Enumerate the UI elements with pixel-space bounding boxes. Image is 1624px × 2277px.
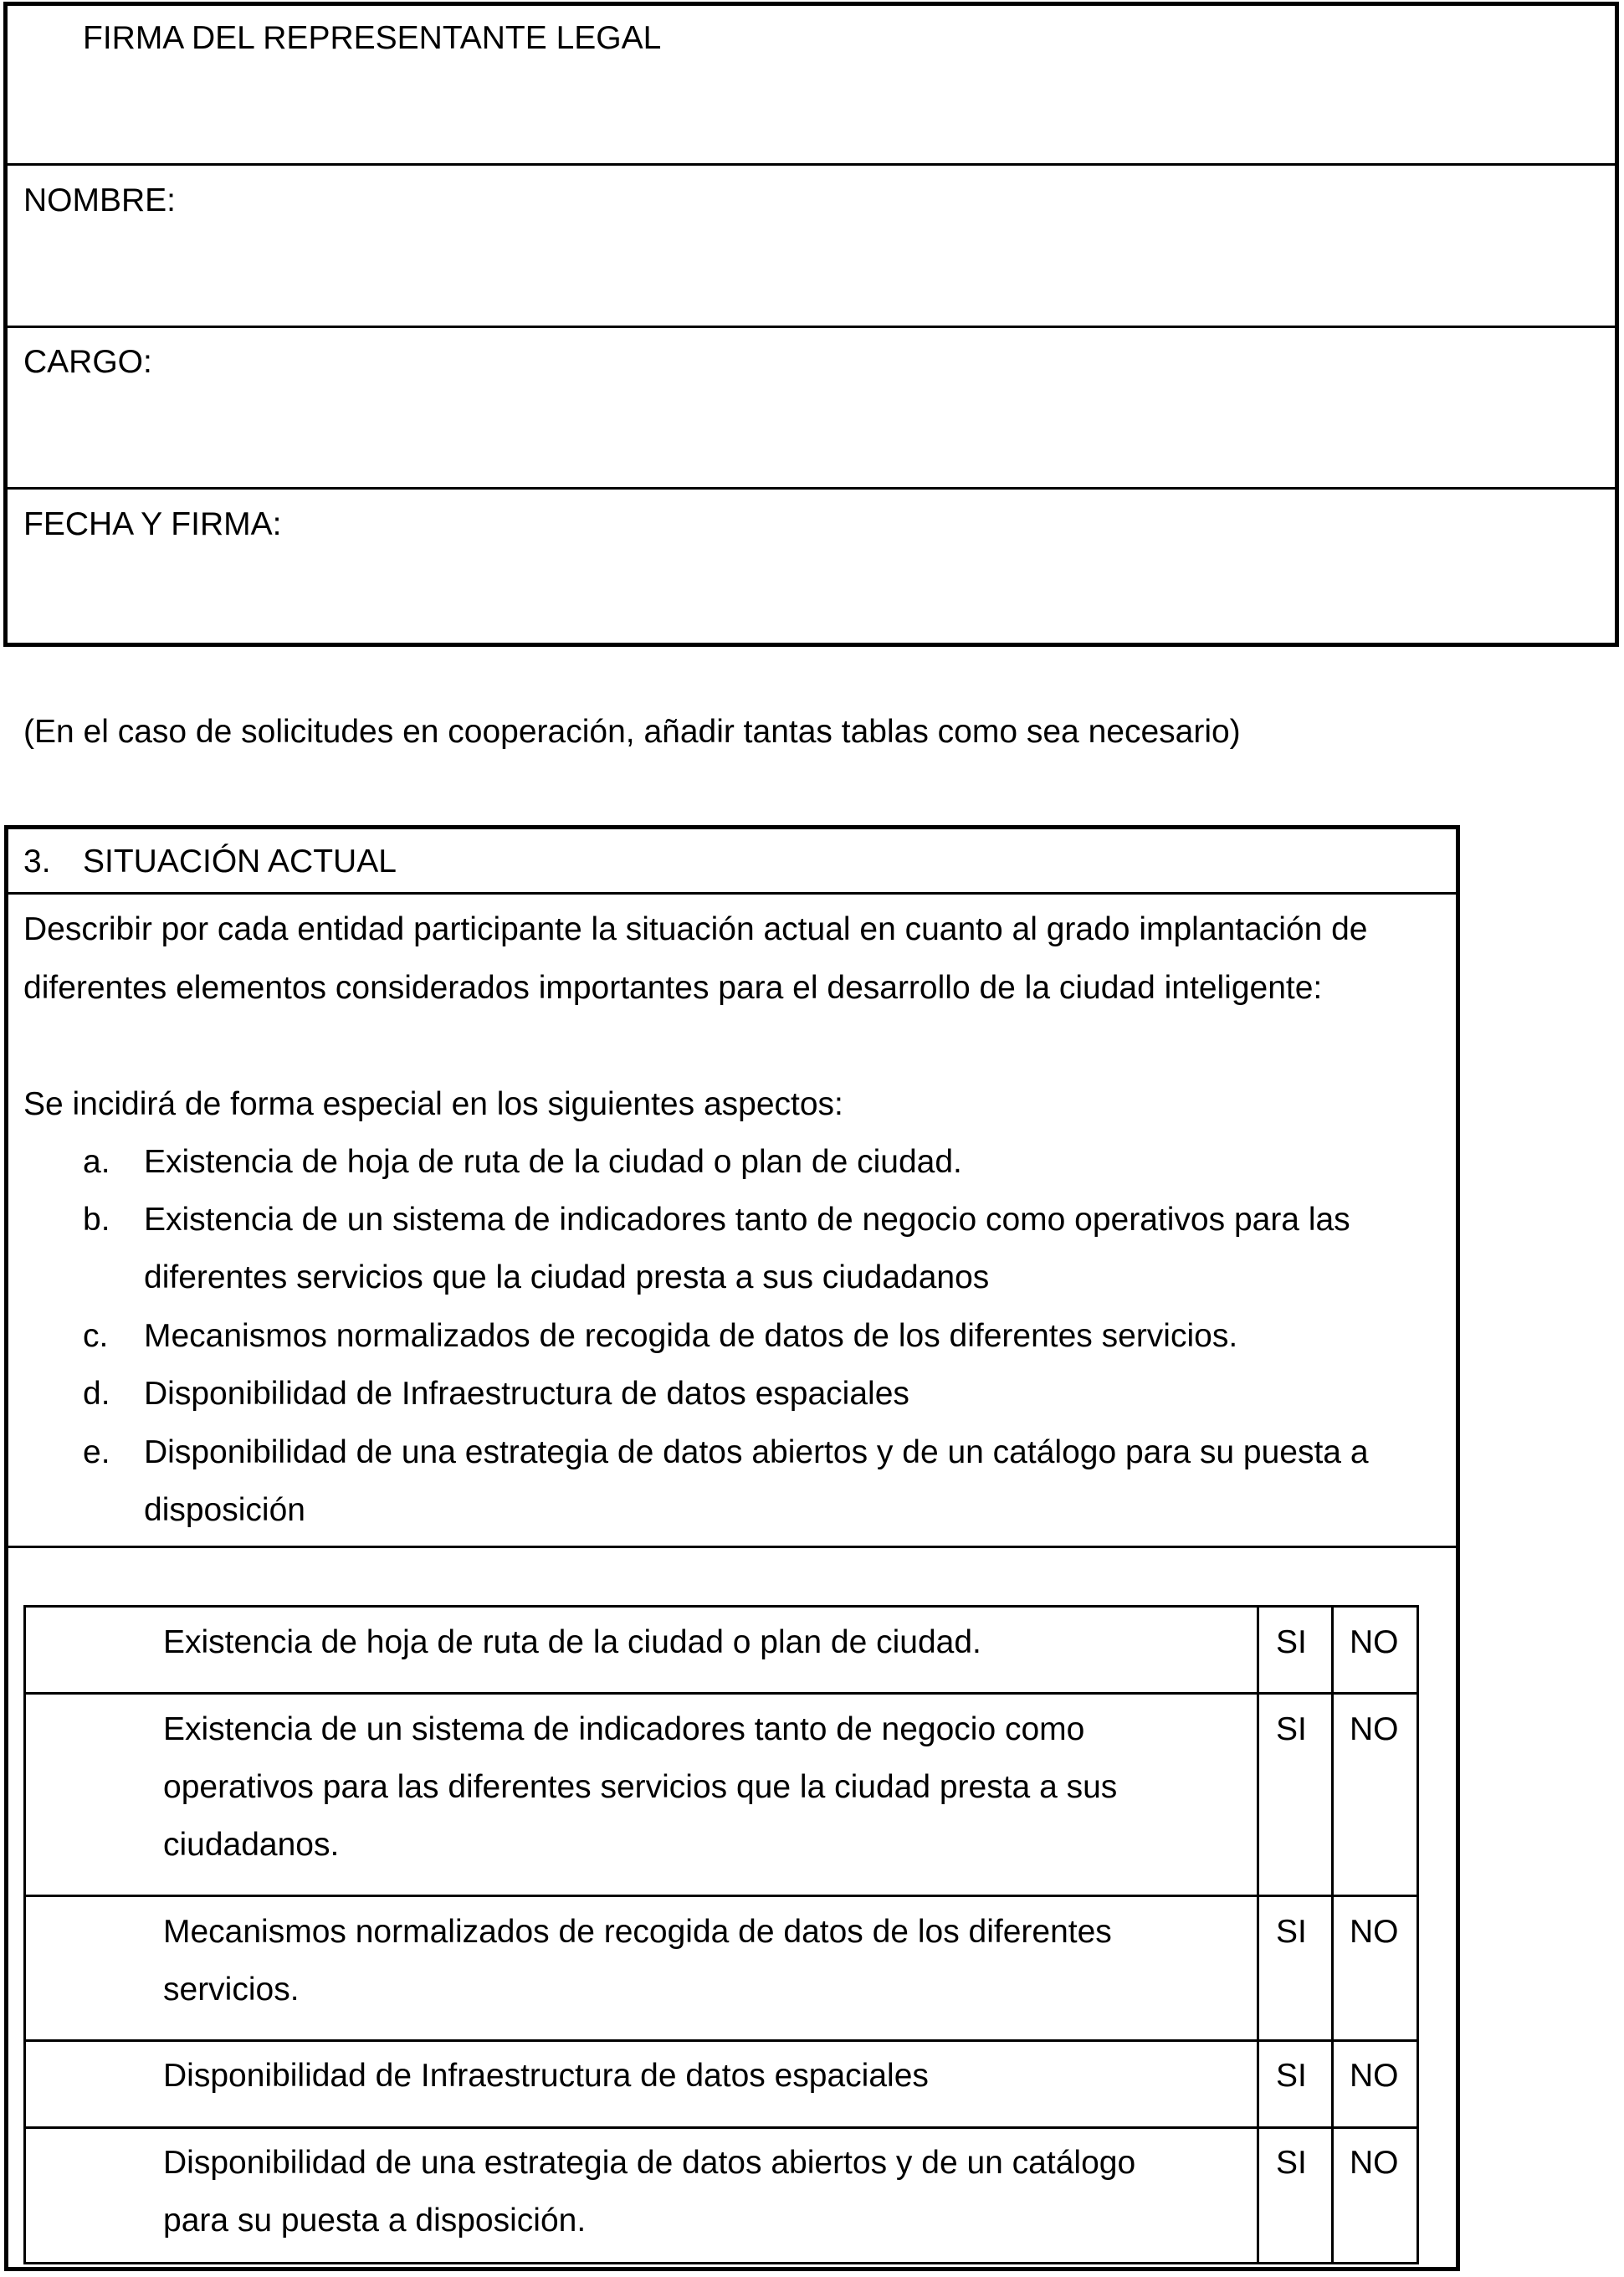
aspect-text: disposición bbox=[144, 1492, 305, 1528]
aspects-intro: Se incidirá de forma especial en los siguientes aspectos: bbox=[23, 1086, 843, 1122]
aspect-text: diferentes servicios que la ciudad presta a sus ciudadanos bbox=[144, 1259, 990, 1295]
aspect-letter: c. bbox=[83, 1318, 109, 1354]
checklist-item-text: Disponibilidad de Infraestructura de datos espaciales bbox=[163, 2058, 929, 2094]
aspect-text: Existencia de hoja de ruta de la ciudad o plan de ciudad. bbox=[144, 1144, 962, 1180]
checklist-item-text: para su puesta a disposición. bbox=[163, 2203, 587, 2239]
checklist-no-option[interactable]: NO bbox=[1350, 1711, 1399, 1747]
checklist-row-divider bbox=[23, 2039, 1419, 2042]
checklist-item-text: servicios. bbox=[163, 1972, 300, 2008]
checklist-item-text: Mecanismos normalizados de recogida de datos de los diferentes bbox=[163, 1914, 1112, 1950]
aspect-text: Disponibilidad de Infraestructura de datos espaciales bbox=[144, 1376, 909, 1412]
section-description-line: Describir por cada entidad participante la situación actual en cuanto al grado implantación de bbox=[23, 911, 1368, 947]
checklist-yes-option[interactable]: SI bbox=[1276, 2058, 1307, 2094]
checklist-item-text: ciudadanos. bbox=[163, 1827, 340, 1863]
signature-table-divider bbox=[3, 163, 1619, 166]
checklist-no-option[interactable]: NO bbox=[1350, 1624, 1399, 1660]
section-number: 3. bbox=[23, 844, 51, 880]
signature-table-divider bbox=[3, 487, 1619, 490]
checklist-column-divider bbox=[1331, 1605, 1334, 2264]
signature-table bbox=[3, 2, 1619, 647]
section-description-divider bbox=[4, 1546, 1460, 1548]
position-field-label[interactable]: CARGO: bbox=[23, 344, 152, 380]
checklist-row-divider bbox=[23, 1895, 1419, 1897]
aspect-letter: d. bbox=[83, 1376, 110, 1412]
name-field-label[interactable]: NOMBRE: bbox=[23, 182, 177, 218]
checklist-yes-option[interactable]: SI bbox=[1276, 2145, 1307, 2181]
section-description-line: diferentes elementos considerados importantes para el desarrollo de la ciudad inteligente: bbox=[23, 970, 1323, 1006]
aspect-text: Existencia de un sistema de indicadores tanto de negocio como operativos para las bbox=[144, 1202, 1350, 1238]
checklist-no-option[interactable]: NO bbox=[1350, 2058, 1399, 2094]
aspect-text: Mecanismos normalizados de recogida de datos de los diferentes servicios. bbox=[144, 1318, 1238, 1354]
section-header-divider bbox=[4, 892, 1460, 895]
checklist-item-text: Existencia de hoja de ruta de la ciudad o plan de ciudad. bbox=[163, 1624, 981, 1660]
cooperation-note: (En el caso de solicitudes en cooperación, añadir tantas tablas como sea necesario) bbox=[23, 714, 1241, 750]
checklist-row-divider bbox=[23, 2126, 1419, 2129]
aspect-letter: e. bbox=[83, 1434, 110, 1470]
aspect-letter: b. bbox=[83, 1202, 110, 1238]
checklist-yes-option[interactable]: SI bbox=[1276, 1711, 1307, 1747]
aspect-text: Disponibilidad de una estrategia de datos abiertos y de un catálogo para su puesta a bbox=[144, 1434, 1369, 1470]
checklist-yes-option[interactable]: SI bbox=[1276, 1914, 1307, 1950]
aspect-letter: a. bbox=[83, 1144, 110, 1180]
checklist-no-option[interactable]: NO bbox=[1350, 1914, 1399, 1950]
checklist-column-divider bbox=[1257, 1605, 1259, 2264]
date-signature-field-label[interactable]: FECHA Y FIRMA: bbox=[23, 506, 282, 542]
checklist-item-text: Disponibilidad de una estrategia de datos abiertos y de un catálogo bbox=[163, 2145, 1136, 2181]
signature-table-divider bbox=[3, 326, 1619, 328]
checklist-item-text: operativos para las diferentes servicios que la ciudad presta a sus bbox=[163, 1769, 1118, 1805]
section-title: SITUACIÓN ACTUAL bbox=[83, 844, 397, 880]
signature-table-title: FIRMA DEL REPRESENTANTE LEGAL bbox=[83, 20, 662, 56]
checklist-item-text: Existencia de un sistema de indicadores tanto de negocio como bbox=[163, 1711, 1085, 1747]
checklist-row-divider bbox=[23, 1692, 1419, 1695]
checklist-yes-option[interactable]: SI bbox=[1276, 1624, 1307, 1660]
checklist-no-option[interactable]: NO bbox=[1350, 2145, 1399, 2181]
